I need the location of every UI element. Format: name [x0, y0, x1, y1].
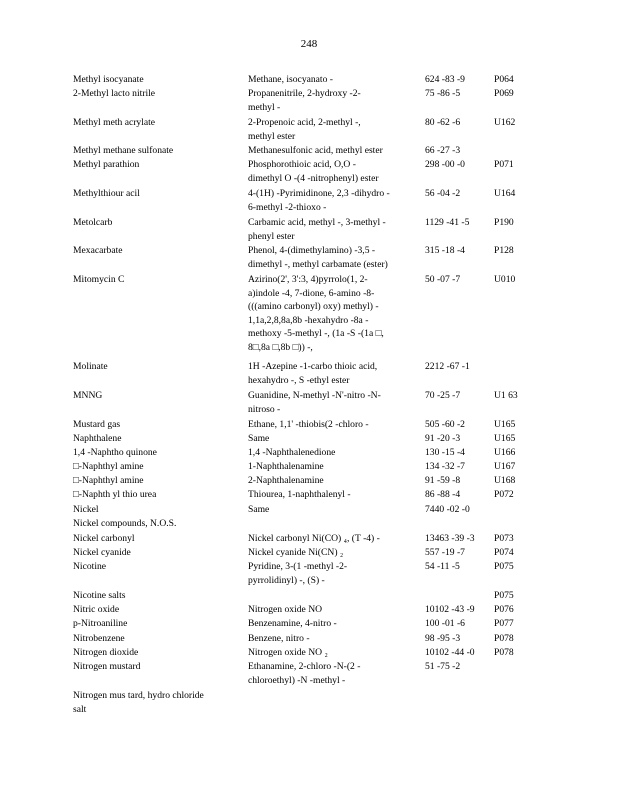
- cas-number: 557 -19 -7: [425, 547, 465, 558]
- waste-code: P078: [494, 647, 514, 658]
- synonym-line: 1,4 -Naphthalenedione: [248, 447, 336, 458]
- cas-number: 54 -11 -5: [425, 561, 460, 572]
- synonym-line: Nitrogen oxide NO: [248, 604, 323, 615]
- synonym-line: Benzene, nitro -: [248, 633, 310, 644]
- synonym: [248, 389, 418, 416]
- synonym-line: Benzenamine, 4-nitro -: [248, 618, 337, 629]
- waste-code: U164: [494, 188, 516, 199]
- synonym-line: Azirino(2', 3':3, 4)pyrrolo(1, 2-: [248, 274, 368, 285]
- waste-code: P128: [494, 245, 514, 256]
- cas-number: 70 -25 -7: [425, 390, 461, 401]
- cas-number: 86 -88 -4: [425, 489, 461, 500]
- substance-name: [73, 244, 243, 258]
- substance-name-line: Nicotine salts: [73, 590, 126, 601]
- synonym: [248, 446, 418, 460]
- synonym-line: 1,1a,2,8,8a,8b -hexahydro -8a -: [248, 314, 369, 326]
- substance-name: [73, 660, 243, 674]
- substance-name: [73, 216, 243, 230]
- substance-name: [73, 389, 243, 403]
- waste-code: P069: [494, 88, 514, 99]
- substance-name: [73, 632, 243, 646]
- synonym: [248, 532, 418, 546]
- waste-code: P077: [494, 618, 514, 629]
- cas-number: 10102 -43 -9: [425, 604, 475, 615]
- substance-name-line: Nitrogen mus tard, hydro chloride: [73, 690, 204, 701]
- synonym: [248, 503, 418, 517]
- cas-number: 13463 -39 -3: [425, 533, 475, 544]
- cas-number: 2212 -67 -1: [425, 361, 470, 372]
- substance-name: [73, 144, 243, 158]
- synonym: [248, 158, 418, 185]
- substance-name: [73, 273, 243, 287]
- waste-code: U162: [494, 117, 516, 128]
- synonym: [248, 360, 418, 387]
- substance-name-line: Nickel cyanide: [73, 547, 131, 558]
- synonym-line: Nitrogen oxide NO ₂: [248, 647, 328, 658]
- substance-name: [73, 603, 243, 617]
- synonym-line: 8□,8a □,8b □)) -,: [248, 341, 313, 353]
- synonym-line: Guanidine, N-methyl -N'-nitro -N-: [248, 390, 381, 401]
- substance-name: [73, 116, 243, 130]
- substance-name-line: Methyl methane sulfonate: [73, 145, 174, 156]
- substance-name-line: Metolcarb: [73, 217, 113, 228]
- synonym-line: methyl ester: [248, 130, 296, 142]
- waste-code: P078: [494, 633, 514, 644]
- substance-name-line: Naphthalene: [73, 433, 122, 444]
- substance-name: [73, 87, 243, 101]
- substance-name: [73, 158, 243, 172]
- substance-name: [73, 73, 243, 87]
- substance-name-line: Methyl parathion: [73, 159, 140, 170]
- synonym-line: hexahydro -, S -ethyl ester: [248, 374, 350, 386]
- waste-code: P072: [494, 489, 514, 500]
- cas-number: 298 -00 -0: [425, 159, 465, 170]
- synonym: [248, 116, 418, 143]
- synonym-line: Same: [248, 504, 270, 515]
- synonym: [248, 646, 418, 660]
- synonym-line: chloroethyl) -N -methyl -: [248, 674, 346, 686]
- synonym-line: Methane, isocyanato -: [248, 74, 333, 85]
- substance-name: [73, 503, 243, 517]
- waste-code: U165: [494, 433, 516, 444]
- waste-code: P190: [494, 217, 514, 228]
- waste-code: U165: [494, 419, 516, 430]
- synonym: [248, 216, 418, 243]
- synonym: [248, 632, 418, 646]
- substance-name-line: p-Nitroaniline: [73, 618, 128, 629]
- substance-name-line: Methylthiour acil: [73, 188, 140, 199]
- cas-number: 7440 -02 -0: [425, 504, 470, 515]
- substance-name-line: Nitrogen dioxide: [73, 647, 139, 658]
- substance-name: [73, 446, 243, 460]
- substance-name-line: Molinate: [73, 361, 108, 372]
- page-number: 248: [300, 38, 318, 50]
- substance-name: [73, 689, 243, 716]
- cas-number: 624 -83 -9: [425, 74, 465, 85]
- substance-name-line: salt: [73, 703, 87, 715]
- substance-name: [73, 360, 243, 374]
- synonym: [248, 603, 418, 617]
- cas-number: 98 -95 -3: [425, 633, 461, 644]
- synonym-line: methyl -: [248, 101, 281, 113]
- synonym-line: Phosphorothioic acid, O,O -: [248, 159, 356, 170]
- synonym-line: Nickel carbonyl Ni(CO) ₄, (T -4) -: [248, 533, 380, 544]
- synonym: [248, 660, 418, 687]
- substance-name: [73, 187, 243, 201]
- synonym: [248, 474, 418, 488]
- synonym: [248, 73, 418, 87]
- substance-name-line: Methyl isocyanate: [73, 74, 144, 85]
- cas-number: 80 -62 -6: [425, 117, 461, 128]
- cas-number: 10102 -44 -0: [425, 647, 475, 658]
- substance-name-line: Methyl meth acrylate: [73, 117, 156, 128]
- waste-code: P073: [494, 533, 514, 544]
- waste-code: U166: [494, 447, 516, 458]
- synonym-line: (((amino carbonyl) oxy) methyl) -: [248, 301, 379, 313]
- substance-name-line: 1,4 -Naphtho quinone: [73, 447, 157, 458]
- cas-number: 51 -75 -2: [425, 661, 461, 672]
- substance-name: [73, 560, 243, 574]
- substance-name: [73, 532, 243, 546]
- synonym: [248, 617, 418, 631]
- waste-code: P071: [494, 159, 514, 170]
- cas-number: 50 -07 -7: [425, 274, 461, 285]
- synonym-line: 2-Naphthalenamine: [248, 475, 324, 486]
- synonym: [248, 87, 418, 114]
- synonym-line: nitroso -: [248, 403, 281, 415]
- synonym-line: 2-Propenoic acid, 2-methyl -,: [248, 117, 361, 128]
- substance-name-line: □-Naphthyl amine: [73, 475, 144, 486]
- substance-name-line: Nickel: [73, 504, 99, 515]
- substance-name-line: Nicotine: [73, 561, 107, 572]
- substance-name: [73, 488, 243, 502]
- substance-name-line: □-Naphthyl amine: [73, 461, 144, 472]
- synonym-line: methoxy -5-methyl -, (1a -S -(1a □,: [248, 328, 384, 340]
- synonym-line: Carbamic acid, methyl -, 3-methyl -: [248, 217, 386, 228]
- synonym-line: dimethyl O -(4 -nitrophenyl) ester: [248, 172, 379, 184]
- substance-name-line: Mustard gas: [73, 419, 121, 430]
- substance-name-line: 2-Methyl lacto nitrile: [73, 88, 156, 99]
- synonym-line: Nickel cyanide Ni(CN) ₂: [248, 547, 344, 558]
- synonym-line: Ethane, 1,1' -thiobis(2 -chloro -: [248, 419, 369, 430]
- waste-code: P075: [494, 590, 514, 601]
- synonym-line: 1-Naphthalenamine: [248, 461, 324, 472]
- synonym: [248, 418, 418, 432]
- synonym: [248, 144, 418, 158]
- cas-number: 75 -86 -5: [425, 88, 461, 99]
- substance-name-line: □-Naphth yl thio urea: [73, 489, 157, 500]
- synonym-line: Ethanamine, 2-chloro -N-(2 -: [248, 661, 361, 672]
- synonym-line: Pyridine, 3-(1 -methyl -2-: [248, 561, 348, 572]
- waste-code: U1 63: [494, 390, 518, 401]
- cas-number: 91 -20 -3: [425, 433, 461, 444]
- cas-number: 1129 -41 -5: [425, 217, 470, 228]
- substance-name: [73, 546, 243, 560]
- substance-name-line: Nitrobenzene: [73, 633, 125, 644]
- waste-code: U167: [494, 461, 516, 472]
- substance-name-line: Nitrogen mustard: [73, 661, 141, 672]
- substance-name-line: Nickel carbonyl: [73, 533, 135, 544]
- synonym-line: Thiourea, 1-naphthalenyl -: [248, 489, 351, 500]
- cas-number: 134 -32 -7: [425, 461, 465, 472]
- substance-name: [73, 646, 243, 660]
- waste-code: U010: [494, 274, 516, 285]
- waste-code: P064: [494, 74, 514, 85]
- cas-number: 100 -01 -6: [425, 618, 465, 629]
- substance-name: [73, 517, 243, 531]
- cas-number: 505 -60 -2: [425, 419, 465, 430]
- synonym-line: pyrrolidinyl) -, (S) -: [248, 574, 325, 586]
- synonym-line: dimethyl -, methyl carbamate (ester): [248, 258, 388, 270]
- substance-name-line: Mitomycin C: [73, 274, 125, 285]
- synonym: [248, 432, 418, 446]
- synonym-line: Phenol, 4-(dimethylamino) -3,5 -: [248, 245, 376, 256]
- synonym: [248, 546, 418, 560]
- cas-number: 66 -27 -3: [425, 145, 461, 156]
- substance-name: [73, 617, 243, 631]
- substance-name-line: Nickel compounds, N.O.S.: [73, 518, 177, 529]
- cas-number: 315 -18 -4: [425, 245, 465, 256]
- cas-number: 56 -04 -2: [425, 188, 461, 199]
- waste-code: P074: [494, 547, 514, 558]
- synonym-line: Methanesulfonic acid, methyl ester: [248, 145, 383, 156]
- substance-name: [73, 432, 243, 446]
- synonym-line: Same: [248, 433, 270, 444]
- substance-name-line: Mexacarbate: [73, 245, 123, 256]
- synonym-line: phenyl ester: [248, 230, 295, 242]
- synonym-line: a)indole -4, 7-dione, 6-amino -8-: [248, 287, 375, 299]
- synonym-line: 1H -Azepine -1-carbo thioic acid,: [248, 361, 378, 372]
- synonym-line: 4-(1H) -Pyrimidinone, 2,3 -dihydro -: [248, 188, 390, 199]
- synonym-line: 6-methyl -2-thioxo -: [248, 201, 327, 213]
- substance-name-line: Nitric oxide: [73, 604, 120, 615]
- synonym: [248, 460, 418, 474]
- synonym: [248, 244, 418, 271]
- synonym: [248, 488, 418, 502]
- synonym: [248, 560, 418, 587]
- substance-name-line: MNNG: [73, 390, 103, 401]
- waste-code: U168: [494, 475, 516, 486]
- waste-code: P076: [494, 604, 514, 615]
- substance-name: [73, 474, 243, 488]
- substance-name: [73, 589, 243, 603]
- substance-name: [73, 460, 243, 474]
- waste-code: P075: [494, 561, 514, 572]
- cas-number: 130 -15 -4: [425, 447, 465, 458]
- synonym: [248, 273, 418, 355]
- cas-number: 91 -59 -8: [425, 475, 461, 486]
- substance-name: [73, 418, 243, 432]
- synonym-line: Propanenitrile, 2-hydroxy -2-: [248, 88, 361, 99]
- synonym: [248, 187, 418, 214]
